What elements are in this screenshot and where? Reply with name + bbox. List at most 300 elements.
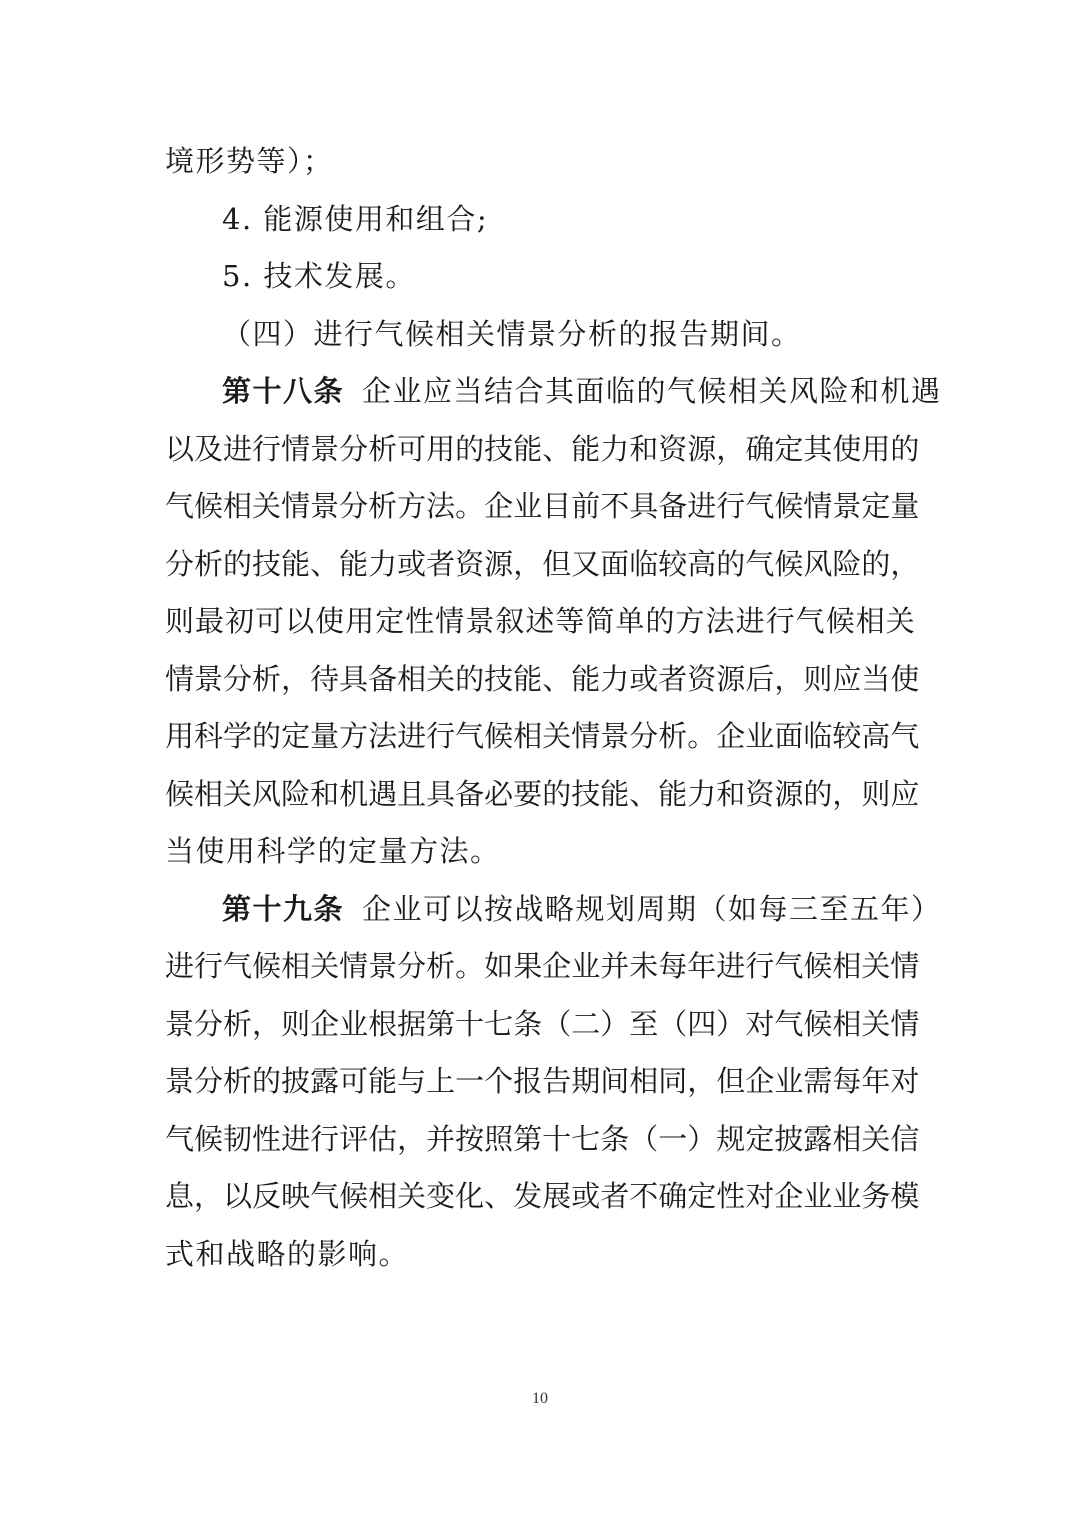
glyph: 报: [513, 1064, 543, 1098]
glyph: 与: [397, 1064, 427, 1098]
glyph: 、: [542, 662, 572, 696]
glyph: 企: [484, 489, 514, 523]
glyph: 则: [803, 662, 833, 696]
glyph: 可: [255, 604, 285, 638]
article-18-line: [165, 716, 920, 756]
glyph: 照: [484, 1122, 514, 1156]
glyph: 业: [339, 1007, 369, 1041]
glyph: 能: [368, 1064, 398, 1098]
glyph: 技: [484, 662, 514, 696]
glyph: 气: [774, 1007, 804, 1041]
glyph: 第: [426, 1007, 456, 1041]
glyph: 企: [542, 949, 572, 983]
glyph: 析: [223, 1007, 253, 1041]
glyph: 分: [629, 719, 659, 753]
glyph: 相: [194, 777, 224, 811]
glyph: 前: [571, 489, 601, 523]
glyph: 行: [426, 719, 456, 753]
glyph: 及: [194, 432, 224, 466]
glyph: 的: [223, 547, 253, 581]
glyph: 气: [310, 1179, 340, 1213]
glyph: 候: [194, 489, 224, 523]
glyph: 能: [658, 777, 688, 811]
glyph: 能: [339, 547, 369, 581]
glyph: 情: [339, 949, 369, 983]
glyph: 间: [600, 1064, 630, 1098]
glyph: 候: [484, 719, 514, 753]
article-19-line: [165, 1004, 920, 1044]
glyph: 定: [687, 1179, 717, 1213]
glyph: 。: [687, 719, 717, 753]
glyph: 资: [745, 777, 775, 811]
glyph: 相: [855, 604, 885, 638]
glyph: 候: [774, 547, 804, 581]
glyph: 以: [285, 604, 315, 638]
page-number: 10: [532, 1390, 548, 1407]
glyph: 行: [716, 489, 746, 523]
glyph: 景: [310, 489, 340, 523]
glyph: 又: [571, 547, 601, 581]
glyph: 后: [745, 662, 775, 696]
glyph: 情: [281, 432, 311, 466]
glyph: 叙: [495, 604, 525, 638]
glyph: 力: [600, 432, 630, 466]
glyph: 气: [745, 489, 775, 523]
glyph: 展: [542, 1179, 572, 1213]
glyph: 备: [368, 662, 398, 696]
glyph: 情: [890, 1007, 920, 1041]
article-18-line: [165, 486, 920, 526]
glyph: 资: [455, 547, 485, 581]
glyph: 景: [310, 432, 340, 466]
glyph: 或: [397, 547, 427, 581]
glyph: 要: [513, 777, 543, 811]
glyph: 法: [426, 489, 456, 523]
glyph: 的: [455, 662, 485, 696]
glyph: 根: [368, 1007, 398, 1041]
glyph: 但: [716, 1064, 746, 1098]
glyph: 和: [629, 432, 659, 466]
glyph: 景: [465, 604, 495, 638]
article-18-line: [165, 659, 920, 699]
glyph: 的: [455, 432, 485, 466]
glyph: 据: [397, 1007, 427, 1041]
glyph: 条: [513, 1007, 543, 1041]
glyph: 确: [745, 432, 775, 466]
glyph: 用: [861, 432, 891, 466]
article-18-line: [165, 601, 915, 641]
glyph: ）: [687, 1122, 717, 1156]
glyph: 的: [252, 1064, 282, 1098]
glyph: 行: [310, 1122, 340, 1156]
glyph: 露: [310, 1064, 340, 1098]
glyph: 则: [165, 604, 195, 638]
glyph: 相: [832, 1007, 862, 1041]
glyph: （: [542, 1007, 572, 1041]
glyph: 能: [600, 777, 630, 811]
glyph: 、: [484, 1179, 514, 1213]
glyph: 对: [745, 1007, 775, 1041]
glyph: 关: [426, 662, 456, 696]
glyph: 量: [890, 489, 920, 523]
glyph: 析: [426, 949, 456, 983]
glyph: 性: [716, 1179, 746, 1213]
glyph: 信: [890, 1122, 920, 1156]
glyph: 十: [455, 1007, 485, 1041]
glyph: 需: [803, 1064, 833, 1098]
glyph: 析: [368, 432, 398, 466]
glyph: 每: [658, 949, 688, 983]
article-18-line: 当使用科学的定量方法。: [165, 834, 501, 868]
glyph: 分: [194, 1007, 224, 1041]
article-18-line: [165, 774, 920, 814]
glyph: 企: [310, 1007, 340, 1041]
glyph: 较: [832, 719, 862, 753]
glyph: 第: [513, 1122, 543, 1156]
glyph: 景: [165, 1064, 195, 1098]
article-18-line: [165, 544, 920, 584]
glyph: 定: [375, 604, 405, 638]
glyph: ，: [281, 662, 311, 696]
glyph: 的: [861, 547, 891, 581]
glyph: 并: [600, 949, 630, 983]
glyph: 源: [687, 432, 717, 466]
glyph: 风: [803, 547, 833, 581]
glyph: 力: [368, 547, 398, 581]
article-18-first-line: [222, 371, 942, 411]
glyph: 单: [615, 604, 645, 638]
glyph: 候: [803, 1007, 833, 1041]
glyph: 险: [832, 547, 862, 581]
article-19-line: [165, 1119, 920, 1159]
glyph: 、: [542, 432, 572, 466]
glyph: 者: [426, 547, 456, 581]
glyph: 以: [165, 432, 195, 466]
glyph: 力: [600, 662, 630, 696]
glyph: 气: [165, 489, 195, 523]
glyph: 方: [397, 489, 427, 523]
glyph: 候: [825, 604, 855, 638]
glyph: 如: [484, 949, 514, 983]
glyph: 用: [345, 604, 375, 638]
glyph: 关: [542, 719, 572, 753]
glyph: 发: [513, 1179, 543, 1213]
glyph: 年: [861, 1064, 891, 1098]
glyph: 关: [861, 1007, 891, 1041]
glyph: 用: [426, 432, 456, 466]
glyph: 风: [252, 777, 282, 811]
glyph: 或: [629, 662, 659, 696]
glyph: 条: [600, 1122, 630, 1156]
list-item-5: 5. 技术发展。: [222, 259, 416, 293]
glyph: 气: [890, 719, 920, 753]
glyph: 景: [165, 1007, 195, 1041]
glyph: 面: [774, 719, 804, 753]
glyph: ，: [774, 662, 804, 696]
glyph: ，: [687, 1064, 717, 1098]
list-item-section-4: （四）进行气候相关情景分析的报告期间。: [222, 317, 802, 351]
glyph: 相: [397, 662, 427, 696]
glyph: 者: [658, 662, 688, 696]
glyph: （: [629, 1122, 659, 1156]
list-item-4: 4. 能源使用和组合;: [222, 202, 489, 236]
glyph: 相: [281, 949, 311, 983]
glyph: 和: [310, 777, 340, 811]
article-19-line: [165, 1061, 920, 1101]
glyph: （: [658, 1007, 688, 1041]
glyph: 情: [435, 604, 465, 638]
glyph: 化: [455, 1179, 485, 1213]
glyph: 能: [513, 662, 543, 696]
glyph: 具: [629, 489, 659, 523]
glyph: 进: [223, 432, 253, 466]
glyph: 一: [455, 1064, 485, 1098]
glyph: 最: [195, 604, 225, 638]
glyph: 模: [890, 1179, 920, 1213]
glyph: 相: [368, 1179, 398, 1213]
glyph: 七: [484, 1007, 514, 1041]
glyph: 则: [281, 1007, 311, 1041]
glyph: 技: [571, 777, 601, 811]
glyph: 候: [803, 949, 833, 983]
glyph: 使: [315, 604, 345, 638]
glyph: 初: [225, 604, 255, 638]
text-line: 境形势等）；: [165, 144, 334, 178]
glyph: 告: [542, 1064, 572, 1098]
glyph: 待: [310, 662, 340, 696]
glyph: 面: [600, 547, 630, 581]
glyph: 析: [194, 547, 224, 581]
glyph: 候: [774, 489, 804, 523]
glyph: 力: [687, 777, 717, 811]
glyph: 行: [745, 949, 775, 983]
glyph: 能: [571, 662, 601, 696]
glyph: 、: [629, 777, 659, 811]
glyph: 景: [368, 949, 398, 983]
glyph: 相: [629, 1064, 659, 1098]
glyph: 关: [861, 949, 891, 983]
glyph: 关: [861, 1122, 891, 1156]
glyph: 较: [658, 547, 688, 581]
glyph: ）: [600, 1007, 630, 1041]
glyph: 企: [745, 1064, 775, 1098]
glyph: 期: [571, 1064, 601, 1098]
glyph: 具: [339, 662, 369, 696]
glyph: 的: [252, 719, 282, 753]
glyph: 情: [165, 662, 195, 696]
glyph: 业: [803, 1179, 833, 1213]
glyph: ，: [716, 432, 746, 466]
glyph: 企: [774, 1179, 804, 1213]
glyph: 简: [585, 604, 615, 638]
glyph: 方: [675, 604, 705, 638]
glyph: 年: [687, 949, 717, 983]
glyph: ，: [513, 547, 543, 581]
glyph: 临: [629, 547, 659, 581]
glyph: 析: [368, 489, 398, 523]
glyph: 披: [774, 1122, 804, 1156]
glyph: 息: [165, 1179, 195, 1213]
article-19-line: [165, 1176, 920, 1216]
glyph: 等: [555, 604, 585, 638]
glyph: 可: [397, 432, 427, 466]
glyph: 二: [571, 1007, 601, 1041]
glyph: 必: [484, 777, 514, 811]
glyph: ，: [832, 777, 862, 811]
glyph: 气: [165, 1122, 195, 1156]
glyph: 关: [310, 949, 340, 983]
glyph: 资: [687, 662, 717, 696]
glyph: 具: [426, 777, 456, 811]
glyph: 能: [571, 432, 601, 466]
glyph: 的: [645, 604, 675, 638]
glyph: 一: [658, 1122, 688, 1156]
glyph: 并: [426, 1122, 456, 1156]
glyph: 应: [832, 662, 862, 696]
glyph: 候: [339, 1179, 369, 1213]
glyph: ）: [716, 1007, 746, 1041]
glyph: 分: [194, 1064, 224, 1098]
glyph: 险: [281, 777, 311, 811]
glyph: 源: [716, 662, 746, 696]
glyph: 进: [165, 949, 195, 983]
glyph: 机: [339, 777, 369, 811]
glyph: 能: [281, 547, 311, 581]
article-18-line: 企业应当结合其面临的气候相关风险和机遇: [362, 374, 942, 408]
glyph: 其: [803, 432, 833, 466]
glyph: 的: [803, 777, 833, 811]
glyph: 源: [774, 777, 804, 811]
glyph: ，: [194, 1179, 224, 1213]
glyph: 述: [525, 604, 555, 638]
glyph: 临: [803, 719, 833, 753]
glyph: 和: [716, 777, 746, 811]
glyph: 企: [716, 719, 746, 753]
glyph: 的: [890, 432, 920, 466]
glyph: 映: [281, 1179, 311, 1213]
glyph: 分: [339, 489, 369, 523]
glyph: 技: [484, 432, 514, 466]
glyph: 应: [890, 777, 920, 811]
glyph: 韧: [223, 1122, 253, 1156]
glyph: 变: [426, 1179, 456, 1213]
glyph: 者: [600, 1179, 630, 1213]
glyph: 业: [571, 949, 601, 983]
glyph: 披: [281, 1064, 311, 1098]
glyph: ，: [890, 547, 920, 581]
glyph: 分: [223, 662, 253, 696]
glyph: 气: [455, 719, 485, 753]
glyph: 情: [571, 719, 601, 753]
glyph: 量: [310, 719, 340, 753]
glyph: 业: [745, 719, 775, 753]
article-19-line: 式和战略的影响。: [165, 1237, 410, 1271]
glyph: 定: [745, 1122, 775, 1156]
glyph: 高: [861, 719, 891, 753]
article-19-line: 企业可以按战略规划周期（如每三至五年）: [362, 892, 942, 926]
glyph: 相: [223, 489, 253, 523]
glyph: 科: [194, 719, 224, 753]
glyph: 对: [745, 1179, 775, 1213]
glyph: 定: [281, 719, 311, 753]
glyph: 露: [803, 1122, 833, 1156]
glyph: 分: [339, 432, 369, 466]
article-19-first-line: [222, 889, 942, 929]
glyph: 可: [339, 1064, 369, 1098]
glyph: 相: [513, 719, 543, 753]
glyph: 进: [397, 719, 427, 753]
glyph: 行: [194, 949, 224, 983]
glyph: 析: [223, 1064, 253, 1098]
glyph: 按: [455, 1122, 485, 1156]
glyph: 则: [861, 777, 891, 811]
glyph: 。: [455, 949, 485, 983]
glyph: 气: [774, 949, 804, 983]
glyph: 析: [252, 662, 282, 696]
glyph: 进: [735, 604, 765, 638]
glyph: 关: [252, 489, 282, 523]
glyph: 分: [397, 949, 427, 983]
glyph: 十: [542, 1122, 572, 1156]
glyph: 上: [426, 1064, 456, 1098]
glyph: 气: [745, 547, 775, 581]
glyph: 以: [223, 1179, 253, 1213]
glyph: 每: [832, 1064, 862, 1098]
glyph: 或: [571, 1179, 601, 1213]
glyph: 果: [513, 949, 543, 983]
glyph: 、: [310, 547, 340, 581]
glyph: 性: [252, 1122, 282, 1156]
glyph: 。: [455, 489, 485, 523]
glyph: 相: [832, 1122, 862, 1156]
article-19-line: [165, 946, 920, 986]
glyph: 的: [542, 777, 572, 811]
glyph: ，: [397, 1122, 427, 1156]
glyph: 目: [542, 489, 572, 523]
glyph: 反: [252, 1179, 282, 1213]
glyph: ，: [252, 1007, 282, 1041]
glyph: 七: [571, 1122, 601, 1156]
glyph: 源: [484, 547, 514, 581]
glyph: 法: [705, 604, 735, 638]
glyph: 不: [629, 1179, 659, 1213]
glyph: 行: [765, 604, 795, 638]
glyph: 定: [861, 489, 891, 523]
glyph: 候: [194, 1122, 224, 1156]
glyph: 估: [368, 1122, 398, 1156]
glyph: 情: [890, 949, 920, 983]
glyph: 且: [397, 777, 427, 811]
glyph: 进: [281, 1122, 311, 1156]
glyph: 业: [513, 489, 543, 523]
glyph: 评: [339, 1122, 369, 1156]
glyph: 用: [165, 719, 195, 753]
glyph: 务: [861, 1179, 891, 1213]
glyph: 气: [795, 604, 825, 638]
glyph: 学: [223, 719, 253, 753]
article-19-heading: 第十九条: [222, 892, 345, 926]
glyph: 进: [716, 949, 746, 983]
glyph: 技: [252, 547, 282, 581]
glyph: 使: [832, 432, 862, 466]
glyph: 分: [165, 547, 195, 581]
glyph: 备: [455, 777, 485, 811]
glyph: 不: [600, 489, 630, 523]
glyph: 进: [687, 489, 717, 523]
glyph: 业: [774, 1064, 804, 1098]
article-18-heading: 第十八条: [222, 374, 345, 408]
glyph: 相: [832, 949, 862, 983]
